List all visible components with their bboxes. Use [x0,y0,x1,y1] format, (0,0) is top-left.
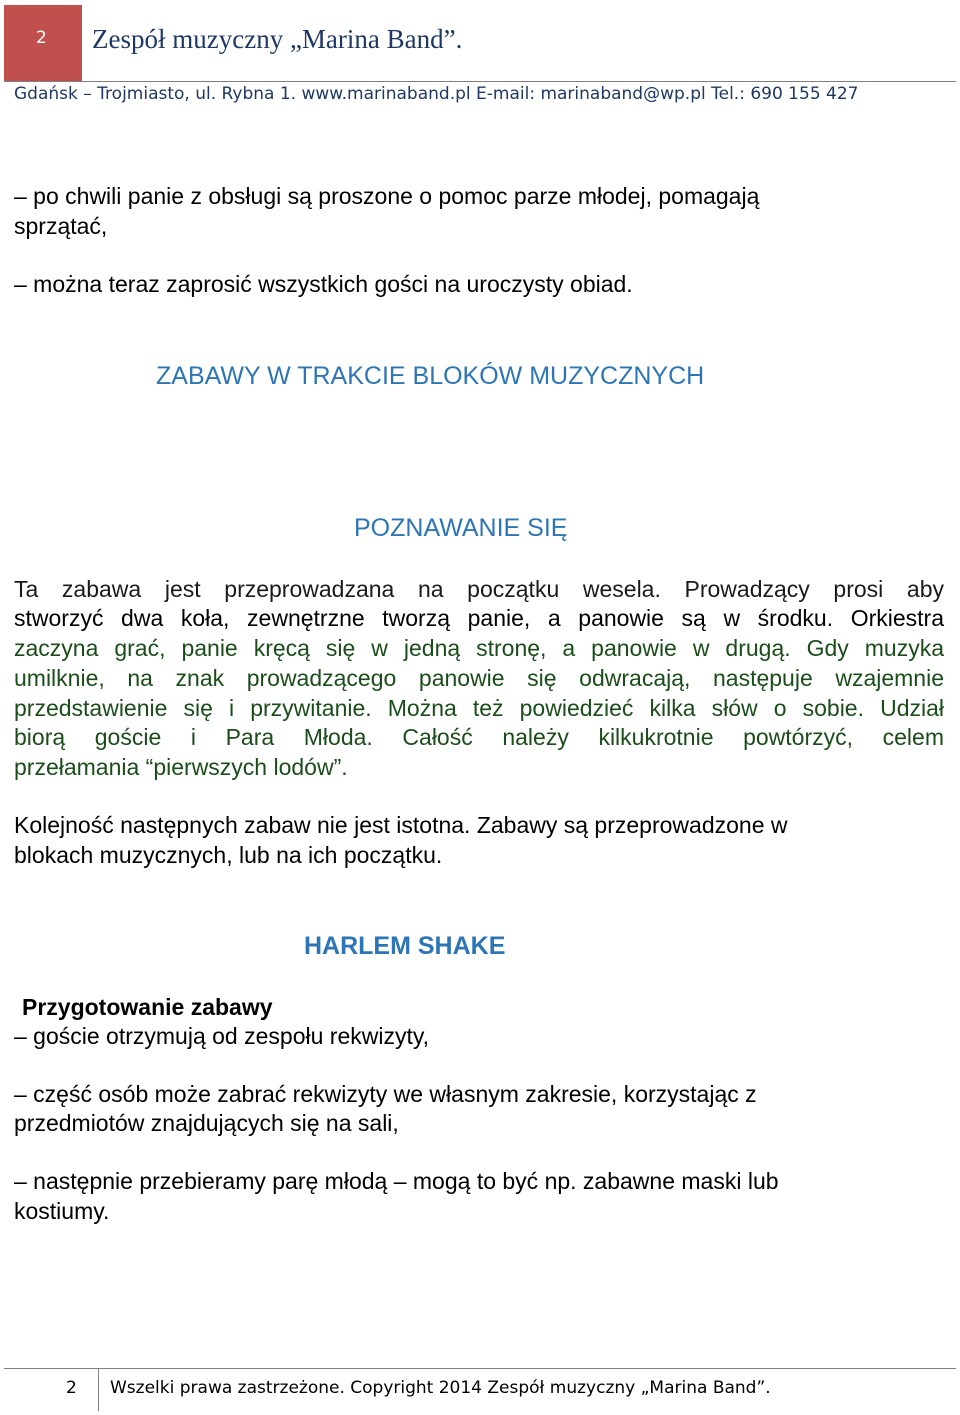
game-title: HARLEM SHAKE [304,932,506,960]
footer-copyright: Wszelki prawa zastrzeżone. Copyright 2014 Zespół muzyczny „Marina Band”. [110,1378,771,1398]
list-item-line: – można teraz zaprosić wszystkich gości na uroczysty obiad. [14,271,633,297]
note-line: Kolejność następnych zabaw nie jest istotna. Zabawy są przeprowadzone w [14,812,788,838]
paragraph-line: Ta zabawa jest przeprowadzana na początku wesela. Prowadzący prosi aby [14,576,944,602]
paragraph-line: przełamania “pierwszych lodów”. [14,754,348,780]
subsection-title: POZNAWANIE SIĘ [354,514,568,542]
list-item-line: przedmiotów znajdujących się na sali, [14,1110,399,1136]
list-item-line: kostiumy. [14,1198,110,1224]
header-divider [4,81,956,82]
paragraph-line: umilknie, na znak prowadzącego panowie się odwracają, następuje wzajemnie [14,665,944,691]
section-title: ZABAWY W TRAKCIE BLOKÓW MUZYCZNYCH [156,362,705,390]
preparation-heading: Przygotowanie zabawy [22,994,273,1020]
list-item-line: – goście otrzymują od zespołu rekwizyty, [14,1023,430,1049]
paragraph-line: zaczyna grać, panie kręcą się w jedną stronę, a panowie w drugą. Gdy muzyka [14,635,944,661]
paragraph-line: biorą goście i Para Młoda. Całość należy kilkukrotnie powtórzyć, celem [14,724,944,750]
list-item-line: – po chwili panie z obsługi są proszone o pomoc parze młodej, pomagają [14,183,760,209]
paragraph-line: przedstawienie się i przywitanie. Można też powiedzieć kilka słów o sobie. Udział [14,695,944,721]
footer-page-number-box [4,1369,99,1411]
footer-page-number: 2 [66,1378,77,1398]
list-item-line: sprzątać, [14,213,108,239]
list-item-line: – część osób może zabrać rekwizyty we własnym zakresie, korzystając z [14,1081,757,1107]
header-contact-line: Gdańsk – Trojmiasto, ul. Rybna 1. www.marinaband.pl E-mail: marinaband@wp.pl Tel.: 690 155 427 [14,84,859,104]
note-line: blokach muzycznych, lub na ich początku. [14,842,443,868]
header-title: Zespół muzyczny „Marina Band”. [92,24,463,54]
footer-divider [4,1368,956,1369]
list-item-line: – następnie przebieramy parę młodą – mogą to być np. zabawne maski lub [14,1168,779,1194]
header-page-number: 2 [36,28,47,48]
paragraph-line: stworzyć dwa koła, zewnętrzne tworzą panie, a panowie są w środku. Orkiestra [14,605,944,631]
